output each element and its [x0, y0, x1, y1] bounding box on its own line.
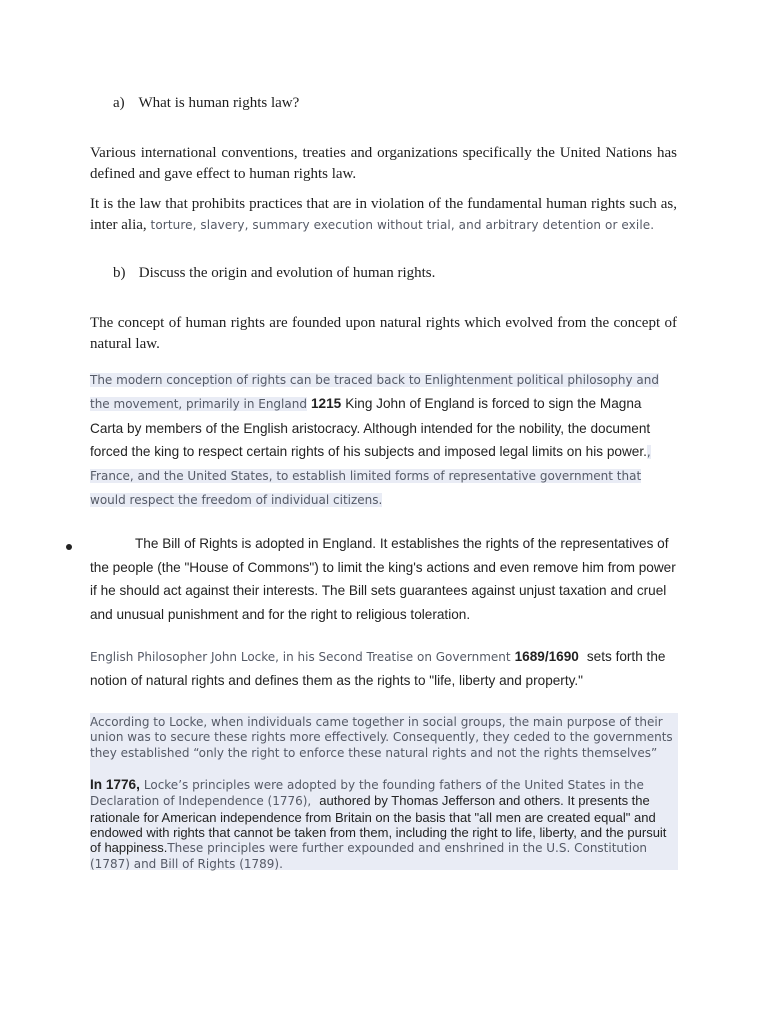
paragraph-locke-social-groups: According to Locke, when individuals came together in social groups, the main purpose of their union was to secure these rights more effectively. Consequently, they ceded to the governments they established “only the right to enforce these natural rights and not the rights themselves”	[90, 715, 673, 760]
bullet-icon	[66, 544, 72, 550]
question-b-label: b)	[113, 265, 126, 281]
representative-government-text: , France, and the United States, to establish limited forms of representative government that would respect the freedom of individual citizens.	[90, 444, 651, 508]
enlightenment-text: The modern conception of rights can be traced back to Enlightenment political philosophy and the movement, primarily in England	[90, 373, 659, 412]
paragraph-un-conventions: Various international conventions, treaties and organizations specifically the United Nations has defined and gave effect to human rights law.	[90, 145, 677, 182]
year-1215: 1215	[310, 396, 342, 412]
locke-principles-text: Locke’s principles were adopted by the founding fathers of the United States in the Declaration of Independence (1776),	[90, 778, 644, 809]
jefferson-text: authored by Thomas Jefferson and others. It presents the rationale for American independence from Britain on the basis that "all men are created equal" and endowed with rights that cannot be taken from them, including the right to life, liberty, and the pursuit of happiness.	[90, 793, 667, 856]
year-1776: In 1776,	[90, 777, 140, 792]
question-b	[113, 263, 673, 284]
highlighted-locke-section	[90, 713, 678, 870]
paragraph-law-definition	[90, 194, 677, 236]
paragraph-declaration-of-independence	[90, 777, 678, 873]
question-a-text: What is human rights law?	[138, 95, 300, 111]
locke-natural-rights-text: sets forth the notion of natural rights and defines them as the rights to "life, liberty and property."	[90, 649, 666, 688]
paragraph-magna-carta	[90, 368, 678, 513]
paragraph-natural-rights: The concept of human rights are founded upon natural rights which evolved from the concept of natural law.	[90, 315, 677, 352]
paragraph-john-locke	[90, 645, 680, 692]
question-b-text: Discuss the origin and evolution of human rights.	[138, 265, 436, 281]
constitution-text: These principles were further expounded and enshrined in the U.S. Constitution (1787) and Bill of Rights (1789).	[90, 841, 648, 872]
magna-carta-text: King John of England is forced to sign the Magna Carta by members of the English aristocracy. Although intended for the nobility, the document forced the king to respect certain rights of his subjects and imposed legal limits on his power.	[90, 396, 651, 459]
locke-intro-text: English Philosopher John Locke, in his Second Treatise on Government	[90, 650, 511, 664]
year-1689-1690: 1689/1690	[514, 649, 579, 664]
question-a	[113, 93, 673, 114]
law-definition-text: It is the law that prohibits practices that are in violation of the fundamental human rights such as, inter alia,	[90, 196, 677, 233]
examples-of-violations: torture, slavery, summary execution without trial, and arbitrary detention or exile.	[146, 218, 655, 232]
question-a-label: a)	[113, 95, 125, 111]
bullet-bill-of-rights: The Bill of Rights is adopted in England. It establishes the rights of the representatives of the people (the "House of Commons") to limit the king's actions and even remove him from power if he should act against their interests. The Bill sets guarantees against unjust taxation and cruel and unusual punishment and for the right to religious toleration.	[90, 536, 676, 622]
